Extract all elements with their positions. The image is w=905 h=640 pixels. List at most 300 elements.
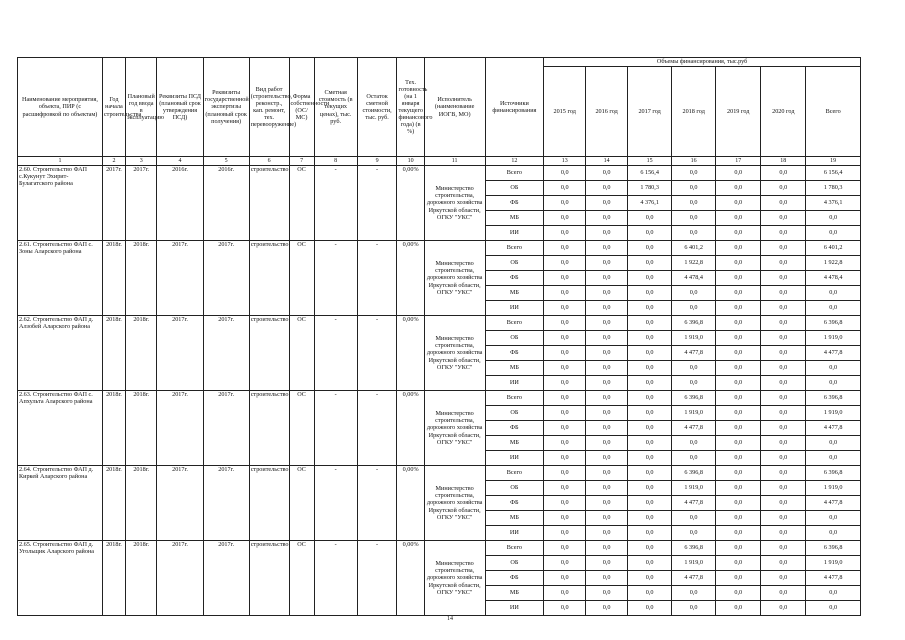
funding-value: 0,0 (716, 481, 761, 496)
funding-value: 0,0 (586, 391, 628, 406)
funding-value: 0,0 (586, 571, 628, 586)
readiness: 0,00% (397, 391, 424, 466)
object-name: 2.60. Строительство ФАП с.Кукунут Эхирит-Булагатского района (18, 166, 103, 241)
funding-value: 0,0 (761, 271, 806, 286)
funding-value: 0,0 (628, 391, 672, 406)
funding-value: 0,0 (544, 181, 586, 196)
funding-value: 0,0 (544, 601, 586, 616)
funding-value: 0,0 (544, 586, 586, 601)
funding-value: 0,0 (716, 556, 761, 571)
funding-value: 4 477,8 (672, 496, 716, 511)
cost-remainder: - (357, 316, 397, 391)
funding-value: 0,0 (761, 376, 806, 391)
funding-value: 0,0 (544, 466, 586, 481)
funding-value: 0,0 (761, 361, 806, 376)
psd-date: 2017г. (157, 541, 203, 616)
psd-date: 2016г. (157, 166, 203, 241)
funding-value: 0,0 (806, 451, 861, 466)
object-name: 2.61. Строительство ФАП с. Зоны Аларского района (18, 241, 103, 316)
ownership: ОС (289, 391, 314, 466)
funding-value: 0,0 (586, 496, 628, 511)
funding-value: 0,0 (761, 301, 806, 316)
funding-value: 0,0 (806, 226, 861, 241)
funding-value: 6 156,4 (806, 166, 861, 181)
readiness: 0,00% (397, 241, 424, 316)
funding-value: 4 477,8 (806, 346, 861, 361)
funding-value: 0,0 (761, 166, 806, 181)
funding-value: 0,0 (628, 496, 672, 511)
funding-value: 1 919,0 (806, 331, 861, 346)
funding-value: 0,0 (716, 436, 761, 451)
start-year: 2018г. (102, 541, 125, 616)
funding-value: 0,0 (586, 376, 628, 391)
funding-value: 6 396,8 (672, 316, 716, 331)
funding-value: 0,0 (761, 346, 806, 361)
estimate-cost: - (314, 466, 357, 541)
funding-value: 0,0 (716, 376, 761, 391)
funding-source: ИИ (485, 226, 544, 241)
funding-value: 0,0 (586, 286, 628, 301)
funding-value: 4 477,8 (806, 421, 861, 436)
funding-value: 0,0 (586, 301, 628, 316)
funding-value: 0,0 (761, 436, 806, 451)
funding-value: 4 376,1 (806, 196, 861, 211)
work-type: строительство (249, 166, 289, 241)
funding-value: 0,0 (628, 346, 672, 361)
funding-value: 0,0 (586, 406, 628, 421)
table-row (18, 316, 861, 331)
funding-source: ОБ (485, 256, 544, 271)
funding-value: 0,0 (716, 361, 761, 376)
funding-value: 0,0 (586, 511, 628, 526)
funding-source: ФБ (485, 496, 544, 511)
estimate-cost: - (314, 541, 357, 616)
funding-value: 0,0 (586, 361, 628, 376)
object-name: 2.63. Строительство ФАП с. Апхульта Аларского района (18, 391, 103, 466)
funding-source: Всего (485, 466, 544, 481)
funding-source: ФБ (485, 271, 544, 286)
funding-value: 0,0 (628, 331, 672, 346)
funding-source: ИИ (485, 526, 544, 541)
column-number: 6 (249, 157, 289, 166)
table-row (18, 166, 861, 181)
funding-value: 1 780,3 (628, 181, 672, 196)
estimate-cost: - (314, 166, 357, 241)
funding-value: 0,0 (628, 586, 672, 601)
funding-value: 0,0 (761, 181, 806, 196)
cost-remainder: - (357, 166, 397, 241)
funding-value: 0,0 (672, 601, 716, 616)
funding-source: ИИ (485, 601, 544, 616)
funding-value: 0,0 (628, 481, 672, 496)
funding-value: 0,0 (672, 196, 716, 211)
funding-value: 0,0 (586, 226, 628, 241)
object-name: 2.62. Строительство ФАП д. Алзобей Аларского района (18, 316, 103, 391)
funding-value: 0,0 (716, 571, 761, 586)
funding-value: 0,0 (586, 526, 628, 541)
funding-value: 0,0 (761, 286, 806, 301)
funding-value: 0,0 (716, 541, 761, 556)
funding-source: ОБ (485, 556, 544, 571)
expertise-date: 2017г. (203, 241, 249, 316)
column-number: 8 (314, 157, 357, 166)
executor: Министерство строительства, дорожного хозяйства Иркутской области, ОГКУ "УКС" (424, 541, 485, 616)
start-year: 2018г. (102, 391, 125, 466)
expertise-date: 2017г. (203, 541, 249, 616)
funding-value: 4 477,8 (672, 421, 716, 436)
funding-value: 0,0 (544, 376, 586, 391)
funding-value: 0,0 (716, 181, 761, 196)
executor: Министерство строительства, дорожного хозяйства Иркутской области, ОГКУ "УКС" (424, 466, 485, 541)
readiness: 0,00% (397, 541, 424, 616)
funding-value: 0,0 (672, 511, 716, 526)
header-year: 2018 год (672, 67, 716, 157)
executor: Министерство строительства, дорожного хозяйства Иркутской области, ОГКУ "УКС" (424, 391, 485, 466)
funding-value: 0,0 (586, 541, 628, 556)
funding-source: МБ (485, 436, 544, 451)
work-type: строительство (249, 541, 289, 616)
funding-value: 0,0 (716, 391, 761, 406)
header-name: Наименование мероприятия, объекта, ПИР (с расшифровкой по объектам) (18, 58, 103, 157)
header-commission-year: Плановый год ввода в эксплуатацию (125, 58, 156, 157)
table-row (18, 541, 861, 556)
funding-value: 6 401,2 (672, 241, 716, 256)
funding-value: 0,0 (586, 271, 628, 286)
cost-remainder: - (357, 241, 397, 316)
funding-value: 1 919,0 (672, 481, 716, 496)
funding-value: 6 401,2 (806, 241, 861, 256)
start-year: 2018г. (102, 241, 125, 316)
funding-value: 6 156,4 (628, 166, 672, 181)
funding-value: 0,0 (716, 331, 761, 346)
funding-value: 0,0 (544, 556, 586, 571)
header-sources: Источники финансирования (485, 58, 544, 157)
funding-source: ОБ (485, 481, 544, 496)
work-type: строительство (249, 466, 289, 541)
funding-value: 1 919,0 (672, 556, 716, 571)
funding-value: 0,0 (586, 346, 628, 361)
funding-value: 0,0 (628, 451, 672, 466)
funding-value: 6 396,8 (806, 466, 861, 481)
funding-value: 0,0 (716, 301, 761, 316)
funding-value: 0,0 (628, 466, 672, 481)
funding-value: 4 477,8 (672, 346, 716, 361)
funding-source: МБ (485, 361, 544, 376)
funding-value: 0,0 (716, 346, 761, 361)
commission-year: 2018г. (125, 541, 156, 616)
funding-value: 0,0 (628, 316, 672, 331)
funding-value: 1 919,0 (806, 481, 861, 496)
funding-value: 0,0 (672, 301, 716, 316)
start-year: 2018г. (102, 316, 125, 391)
funding-source: Всего (485, 541, 544, 556)
estimate-cost: - (314, 391, 357, 466)
expertise-date: 2016г. (203, 166, 249, 241)
header-year: 2017 год (628, 67, 672, 157)
cost-remainder: - (357, 391, 397, 466)
funding-value: 0,0 (761, 256, 806, 271)
funding-value: 0,0 (716, 511, 761, 526)
funding-value: 0,0 (672, 211, 716, 226)
psd-date: 2017г. (157, 466, 203, 541)
funding-value: 0,0 (716, 316, 761, 331)
funding-value: 0,0 (544, 496, 586, 511)
readiness: 0,00% (397, 466, 424, 541)
funding-source: ИИ (485, 301, 544, 316)
funding-value: 0,0 (544, 226, 586, 241)
funding-value: 0,0 (544, 301, 586, 316)
funding-value: 0,0 (544, 436, 586, 451)
funding-value: 0,0 (544, 391, 586, 406)
ownership: ОС (289, 541, 314, 616)
funding-value: 0,0 (586, 556, 628, 571)
funding-value: 0,0 (806, 301, 861, 316)
funding-value: 0,0 (628, 301, 672, 316)
header-cost: Сметная стоимость (в текущих ценах), тыс. руб. (314, 58, 357, 157)
funding-value: 0,0 (586, 466, 628, 481)
cost-remainder: - (357, 541, 397, 616)
funding-value: 0,0 (628, 286, 672, 301)
funding-source: Всего (485, 241, 544, 256)
funding-value: 0,0 (761, 406, 806, 421)
funding-value: 0,0 (761, 226, 806, 241)
funding-value: 0,0 (628, 361, 672, 376)
funding-value: 0,0 (716, 241, 761, 256)
funding-value: 0,0 (672, 436, 716, 451)
funding-value: 0,0 (544, 331, 586, 346)
readiness: 0,00% (397, 166, 424, 241)
funding-value: 4 477,8 (806, 496, 861, 511)
executor: Министерство строительства, дорожного хозяйства Иркутской области, ОГКУ "УКС" (424, 166, 485, 241)
funding-value: 0,0 (716, 586, 761, 601)
funding-value: 0,0 (628, 511, 672, 526)
work-type: строительство (249, 241, 289, 316)
funding-value: 0,0 (806, 526, 861, 541)
funding-value: 0,0 (544, 211, 586, 226)
funding-value: 0,0 (806, 511, 861, 526)
funding-value: 4 478,4 (672, 271, 716, 286)
funding-value: 0,0 (586, 451, 628, 466)
funding-value: 0,0 (672, 181, 716, 196)
funding-value: 0,0 (672, 526, 716, 541)
funding-source: МБ (485, 286, 544, 301)
funding-value: 0,0 (628, 256, 672, 271)
funding-value: 0,0 (586, 421, 628, 436)
funding-value: 0,0 (544, 421, 586, 436)
header-start-year: Год начала строительства (102, 58, 125, 157)
funding-value: 0,0 (672, 166, 716, 181)
funding-value: 0,0 (628, 436, 672, 451)
column-number: 7 (289, 157, 314, 166)
funding-value: 0,0 (544, 286, 586, 301)
funding-value: 0,0 (716, 226, 761, 241)
funding-value: 0,0 (544, 241, 586, 256)
funding-value: 0,0 (628, 226, 672, 241)
funding-value: 6 396,8 (672, 541, 716, 556)
commission-year: 2018г. (125, 316, 156, 391)
funding-value: 6 396,8 (806, 541, 861, 556)
funding-value: 0,0 (586, 316, 628, 331)
funding-value: 0,0 (628, 571, 672, 586)
funding-value: 0,0 (761, 391, 806, 406)
funding-value: 0,0 (628, 271, 672, 286)
column-number: 1 (18, 157, 103, 166)
funding-value: 0,0 (761, 481, 806, 496)
expertise-date: 2017г. (203, 466, 249, 541)
funding-value: 0,0 (544, 526, 586, 541)
header-year: 2016 год (586, 67, 628, 157)
funding-value: 0,0 (586, 481, 628, 496)
funding-value: 0,0 (586, 586, 628, 601)
funding-value: 0,0 (544, 481, 586, 496)
funding-value: 0,0 (544, 511, 586, 526)
funding-value: 0,0 (806, 436, 861, 451)
header-psd: Реквизиты ПСД (плановый срок утверждения ПСД) (157, 58, 203, 157)
funding-value: 1 919,0 (806, 556, 861, 571)
funding-value: 4 478,4 (806, 271, 861, 286)
funding-source: ФБ (485, 571, 544, 586)
funding-value: 1 919,0 (672, 331, 716, 346)
funding-source: ОБ (485, 181, 544, 196)
funding-value: 0,0 (628, 601, 672, 616)
readiness: 0,00% (397, 316, 424, 391)
funding-value: 0,0 (716, 496, 761, 511)
funding-value: 0,0 (761, 466, 806, 481)
funding-source: МБ (485, 586, 544, 601)
column-number: 4 (157, 157, 203, 166)
executor: Министерство строительства, дорожного хозяйства Иркутской области, ОГКУ "УКС" (424, 241, 485, 316)
funding-value: 0,0 (586, 241, 628, 256)
funding-value: 0,0 (628, 376, 672, 391)
commission-year: 2018г. (125, 391, 156, 466)
funding-value: 0,0 (628, 406, 672, 421)
funding-value: 0,0 (761, 601, 806, 616)
ownership: ОС (289, 316, 314, 391)
funding-source: ИИ (485, 451, 544, 466)
estimate-cost: - (314, 241, 357, 316)
funding-value: 1 780,3 (806, 181, 861, 196)
funding-value: 0,0 (628, 526, 672, 541)
funding-value: 0,0 (716, 256, 761, 271)
funding-value: 0,0 (761, 196, 806, 211)
estimate-cost: - (314, 316, 357, 391)
funding-value: 1 922,8 (672, 256, 716, 271)
column-number: 12 (485, 157, 544, 166)
funding-source: Всего (485, 391, 544, 406)
funding-value: 0,0 (716, 286, 761, 301)
funding-value: 0,0 (586, 331, 628, 346)
funding-value: 0,0 (761, 241, 806, 256)
column-number: 11 (424, 157, 485, 166)
funding-value: 0,0 (761, 316, 806, 331)
expertise-date: 2017г. (203, 391, 249, 466)
column-number: 10 (397, 157, 424, 166)
funding-value: 6 396,8 (806, 316, 861, 331)
funding-value: 0,0 (806, 286, 861, 301)
column-number: 17 (716, 157, 761, 166)
funding-source: ФБ (485, 421, 544, 436)
commission-year: 2017г. (125, 166, 156, 241)
header-year: 2020 год (761, 67, 806, 157)
object-name: 2.65. Строительство ФАП д. Угольщик Аларского района (18, 541, 103, 616)
psd-date: 2017г. (157, 241, 203, 316)
funding-value: 0,0 (806, 586, 861, 601)
header-year: 2019 год (716, 67, 761, 157)
funding-value: 0,0 (586, 601, 628, 616)
funding-value: 0,0 (628, 211, 672, 226)
funding-value: 0,0 (544, 166, 586, 181)
column-number: 14 (586, 157, 628, 166)
funding-value: 0,0 (586, 256, 628, 271)
funding-value: 0,0 (716, 166, 761, 181)
funding-value: 0,0 (761, 331, 806, 346)
funding-value: 0,0 (672, 451, 716, 466)
funding-value: 0,0 (544, 451, 586, 466)
funding-source: ОБ (485, 331, 544, 346)
header-year: 2015 год (544, 67, 586, 157)
column-number: 3 (125, 157, 156, 166)
funding-value: 0,0 (761, 556, 806, 571)
header-year: Всего (806, 67, 861, 157)
psd-date: 2017г. (157, 391, 203, 466)
funding-value: 0,0 (716, 271, 761, 286)
header-executor: Исполнитель (наименование ИОГВ, МО) (424, 58, 485, 157)
executor: Министерство строительства, дорожного хозяйства Иркутской области, ОГКУ "УКС" (424, 316, 485, 391)
header-ownership: Форма собственности (ОС/МС) (289, 58, 314, 157)
funding-value: 0,0 (761, 451, 806, 466)
funding-value: 0,0 (628, 241, 672, 256)
table-row (18, 466, 861, 481)
funding-value: 0,0 (716, 196, 761, 211)
funding-value: 0,0 (716, 526, 761, 541)
funding-source: ФБ (485, 346, 544, 361)
funding-value: 6 396,8 (806, 391, 861, 406)
object-name: 2.64. Строительство ФАП д. Киркей Аларского района (18, 466, 103, 541)
funding-value: 0,0 (761, 511, 806, 526)
funding-value: 0,0 (806, 361, 861, 376)
funding-value: 0,0 (761, 496, 806, 511)
funding-table (17, 57, 861, 616)
funding-value: 0,0 (544, 316, 586, 331)
funding-value: 0,0 (586, 211, 628, 226)
column-number: 5 (203, 157, 249, 166)
header-remainder: Остаток сметной стоимости, тыс. руб. (357, 58, 397, 157)
funding-value: 6 396,8 (672, 391, 716, 406)
work-type: строительство (249, 391, 289, 466)
header-work-type: Вид работ (строительство, реконстр., кап. ремонт, тех. перевооружение) (249, 58, 289, 157)
funding-value: 0,0 (761, 571, 806, 586)
funding-value: 0,0 (806, 601, 861, 616)
funding-value: 0,0 (544, 571, 586, 586)
funding-value: 0,0 (672, 586, 716, 601)
commission-year: 2018г. (125, 241, 156, 316)
table-row (18, 391, 861, 406)
funding-value: 0,0 (586, 181, 628, 196)
funding-value: 0,0 (672, 226, 716, 241)
ownership: ОС (289, 466, 314, 541)
funding-value: 0,0 (761, 526, 806, 541)
column-number: 18 (761, 157, 806, 166)
funding-value: 0,0 (806, 376, 861, 391)
funding-source: ОБ (485, 406, 544, 421)
funding-value: 0,0 (761, 586, 806, 601)
column-number: 16 (672, 157, 716, 166)
funding-value: 0,0 (716, 466, 761, 481)
start-year: 2017г. (102, 166, 125, 241)
funding-value: 4 376,1 (628, 196, 672, 211)
header-readiness: Тех. готовность (на 1 января текущего финансового года) (в %) (397, 58, 424, 157)
funding-value: 0,0 (716, 211, 761, 226)
